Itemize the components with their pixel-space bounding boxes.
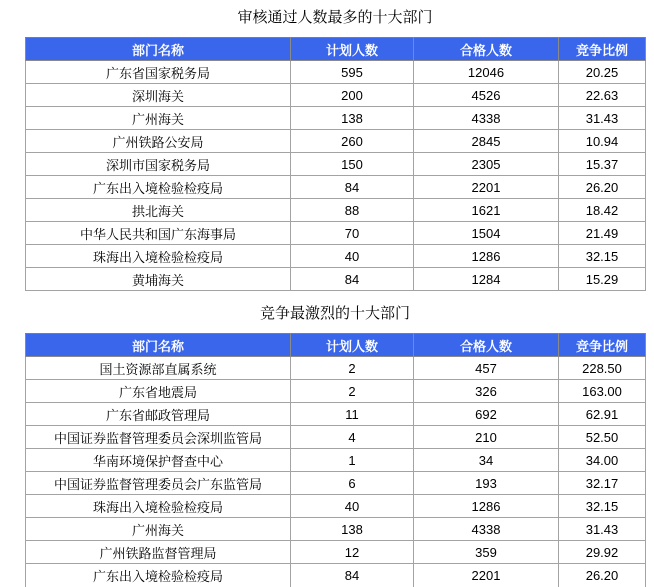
column-header-qualified-count: 合格人数 <box>414 38 559 61</box>
planned-count-cell: 11 <box>291 403 414 426</box>
department-cell: 国土资源部直属系统 <box>26 357 291 380</box>
planned-count-cell: 2 <box>291 380 414 403</box>
department-cell: 广州铁路公安局 <box>26 130 291 153</box>
planned-count-cell: 84 <box>291 176 414 199</box>
table-row <box>26 84 646 107</box>
ratio-cell: 62.91 <box>559 403 646 426</box>
planned-count-cell: 70 <box>291 222 414 245</box>
planned-count-cell: 84 <box>291 564 414 587</box>
qualified-count-cell: 1286 <box>414 245 559 268</box>
qualified-count-cell: 1504 <box>414 222 559 245</box>
table-row <box>26 495 646 518</box>
department-cell: 广东出入境检验检疫局 <box>26 564 291 587</box>
table-body <box>26 357 646 587</box>
planned-count-cell: 4 <box>291 426 414 449</box>
planned-count-cell: 595 <box>291 61 414 84</box>
table-row <box>26 199 646 222</box>
planned-count-cell: 12 <box>291 541 414 564</box>
qualified-count-cell: 4338 <box>414 107 559 130</box>
department-cell: 广东省邮政管理局 <box>26 403 291 426</box>
department-cell: 深圳市国家税务局 <box>26 153 291 176</box>
planned-count-cell: 138 <box>291 518 414 541</box>
column-header-department: 部门名称 <box>26 38 291 61</box>
planned-count-cell: 88 <box>291 199 414 222</box>
qualified-count-cell: 210 <box>414 426 559 449</box>
column-header-planned-count: 计划人数 <box>291 38 414 61</box>
ratio-cell: 32.17 <box>559 472 646 495</box>
table-row <box>26 107 646 130</box>
table-row <box>26 426 646 449</box>
ratio-cell: 32.15 <box>559 495 646 518</box>
planned-count-cell: 260 <box>291 130 414 153</box>
table-row <box>26 518 646 541</box>
table-row <box>26 176 646 199</box>
ratio-cell: 26.20 <box>559 564 646 587</box>
qualified-count-cell: 2201 <box>414 564 559 587</box>
most-competitive-table <box>25 333 646 587</box>
department-cell: 黄埔海关 <box>26 268 291 291</box>
department-cell: 广州海关 <box>26 107 291 130</box>
planned-count-cell: 2 <box>291 357 414 380</box>
ratio-cell: 31.43 <box>559 107 646 130</box>
column-header-planned-count: 计划人数 <box>291 334 414 357</box>
planned-count-cell: 40 <box>291 495 414 518</box>
department-cell: 中华人民共和国广东海事局 <box>26 222 291 245</box>
table-body <box>26 61 646 291</box>
table-title-top-approved: 审核通过人数最多的十大部门 <box>237 9 433 26</box>
qualified-count-cell: 12046 <box>414 61 559 84</box>
ratio-cell: 20.25 <box>559 61 646 84</box>
column-header-competition-ratio: 竞争比例 <box>559 334 646 357</box>
department-cell: 中国证券监督管理委员会广东监管局 <box>26 472 291 495</box>
ratio-cell: 21.49 <box>559 222 646 245</box>
ratio-cell: 15.37 <box>559 153 646 176</box>
ratio-cell: 29.92 <box>559 541 646 564</box>
table-row <box>26 61 646 84</box>
table-row <box>26 222 646 245</box>
top-approved-table-section <box>25 8 654 291</box>
department-cell: 珠海出入境检验检疫局 <box>26 245 291 268</box>
ratio-cell: 22.63 <box>559 84 646 107</box>
table-row <box>26 564 646 587</box>
department-cell: 广东出入境检验检疫局 <box>26 176 291 199</box>
planned-count-cell: 150 <box>291 153 414 176</box>
table-row <box>26 449 646 472</box>
table-row <box>26 403 646 426</box>
planned-count-cell: 84 <box>291 268 414 291</box>
planned-count-cell: 200 <box>291 84 414 107</box>
qualified-count-cell: 2845 <box>414 130 559 153</box>
ratio-cell: 10.94 <box>559 130 646 153</box>
ratio-cell: 163.00 <box>559 380 646 403</box>
table-header <box>26 38 646 61</box>
column-header-competition-ratio: 竞争比例 <box>559 38 646 61</box>
qualified-count-cell: 1284 <box>414 268 559 291</box>
qualified-count-cell: 1621 <box>414 199 559 222</box>
department-cell: 深圳海关 <box>26 84 291 107</box>
planned-count-cell: 6 <box>291 472 414 495</box>
department-cell: 广州海关 <box>26 518 291 541</box>
column-header-department: 部门名称 <box>26 334 291 357</box>
top-approved-table <box>25 37 646 291</box>
header-row <box>26 38 646 61</box>
department-cell: 拱北海关 <box>26 199 291 222</box>
department-cell: 广州铁路监督管理局 <box>26 541 291 564</box>
qualified-count-cell: 4526 <box>414 84 559 107</box>
qualified-count-cell: 1286 <box>414 495 559 518</box>
qualified-count-cell: 34 <box>414 449 559 472</box>
department-cell: 广东省地震局 <box>26 380 291 403</box>
ratio-cell: 18.42 <box>559 199 646 222</box>
planned-count-cell: 1 <box>291 449 414 472</box>
qualified-count-cell: 692 <box>414 403 559 426</box>
qualified-count-cell: 4338 <box>414 518 559 541</box>
department-cell: 广东省国家税务局 <box>26 61 291 84</box>
column-header-qualified-count: 合格人数 <box>414 334 559 357</box>
table-title-most-competitive: 竞争最激烈的十大部门 <box>259 305 410 322</box>
table-row <box>26 472 646 495</box>
ratio-cell: 31.43 <box>559 518 646 541</box>
department-cell: 华南环境保护督查中心 <box>26 449 291 472</box>
ratio-cell: 228.50 <box>559 357 646 380</box>
table-row <box>26 268 646 291</box>
table-row <box>26 357 646 380</box>
table-row <box>26 541 646 564</box>
most-competitive-table-section <box>25 304 654 587</box>
qualified-count-cell: 457 <box>414 357 559 380</box>
qualified-count-cell: 2201 <box>414 176 559 199</box>
qualified-count-cell: 359 <box>414 541 559 564</box>
ratio-cell: 32.15 <box>559 245 646 268</box>
department-cell: 中国证券监督管理委员会深圳监管局 <box>26 426 291 449</box>
ratio-cell: 52.50 <box>559 426 646 449</box>
qualified-count-cell: 2305 <box>414 153 559 176</box>
ratio-cell: 34.00 <box>559 449 646 472</box>
department-cell: 珠海出入境检验检疫局 <box>26 495 291 518</box>
table-row <box>26 153 646 176</box>
qualified-count-cell: 326 <box>414 380 559 403</box>
table-header <box>26 334 646 357</box>
ratio-cell: 15.29 <box>559 268 646 291</box>
table-row <box>26 130 646 153</box>
ratio-cell: 26.20 <box>559 176 646 199</box>
planned-count-cell: 138 <box>291 107 414 130</box>
table-row <box>26 245 646 268</box>
header-row <box>26 334 646 357</box>
qualified-count-cell: 193 <box>414 472 559 495</box>
table-row <box>26 380 646 403</box>
planned-count-cell: 40 <box>291 245 414 268</box>
